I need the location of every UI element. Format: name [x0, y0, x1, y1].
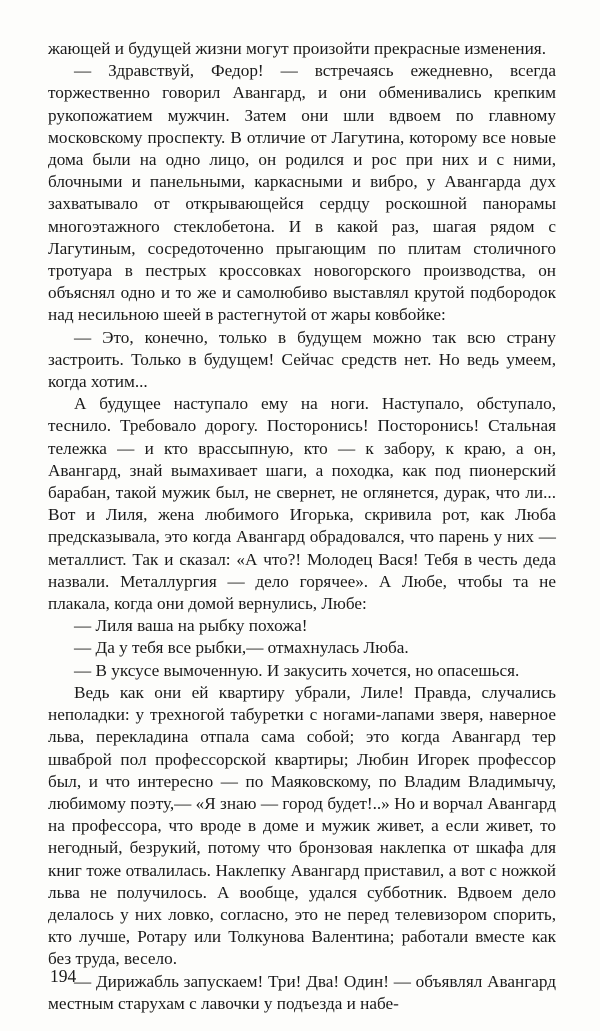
paragraph-4: А будущее наступало ему на ноги. Наступало, обступало, теснило. Требовало дорогу. Посторонись! Посторонись! Стальная тележка — и кто врассыпную, кто — к забору, к краю, а он, Авангард, знай вымахивает шаги, а походка, как под пионерский барабан, такой мужик был, не свернет, не оглянется, дурак, что ли... Вот и Лиля, жена любимого Игорька, скривила рот, как Люба предсказывала, это когда Авангард обрадовался, что парень у них — металлист. Так и сказал: «А что?! Молодец Вася! Тебя в честь деда назвали. Металлургия — дело горячее». А Любе, чтобы та не плакала, когда они домой вернулись, Любе: [48, 394, 556, 614]
paragraph-8: Ведь как они ей квартиру убрали, Лиле! Правда, случались неполадки: у трехногой табуретки с ногами-лапами зверя, наверное льва, перекладина отпала сама собой; это когда Авангард тер шваброй пол профессорской квартиры; Любин Игорек профессор был, и что интересно — по Маяковскому, по Владим Владимычу, любимому поэту,— «Я знаю — город будет!..» Но и ворчал Авангард на профессора, что вроде в доме и мужик живет, а если живет, то негодный, безрукий, потому что бронзовая наклепка от шкафа для книг тоже отвалилась. Наклепку Авангард приставил, а вот с ножкой льва не получилось. А вообще, удался субботник. Вдвоем дело делалось у них ловко, согласно, это не перед телевизором спорить, кто лучше, Ротару или Толкунова Валентина; работали вместе как без труда, весело. [48, 682, 556, 969]
paragraph-7: — В уксусе вымоченную. И закусить хочется, но опасешься. [74, 660, 520, 680]
paragraph-3: — Это, конечно, только в будущем можно так всю страну застроить. Только в будущем! Сейчас средств нет. Но ведь умеем, когда хотим... [48, 327, 556, 392]
paragraph-1: жающей и будущей жизни могут произойти прекрасные изменения. [48, 39, 547, 58]
paragraph-9: — Дирижабль запускаем! Три! Два! Один! — объявлял Авангард местным старухам с лавочки у подъезда и набе- [48, 971, 556, 1013]
paragraph-5: — Лиля ваша на рыбку похожа! [74, 616, 308, 636]
body-text [48, 38, 556, 1015]
paragraph-6: — Да у тебя все рыбки,— отмахнулась Люба. [74, 638, 409, 658]
paragraph-2: — Здравствуй, Федор! — встречаясь ежедневно, всегда торжественно говорил Авангард, и они обменивались крепким рукопожатием мужчин. Затем они шли вдвоем по главному московскому проспекту. В отличие от Лагутина, которому все новые дома были на одно лицо, он родился и рос при них и с ними, блочными и панельными, каркасными и вибро, у Авангарда дух захватывало от открывающейся сердцу роскошной панорамы многоэтажного стеклобетона. И в какой раз, шагая рядом с Лагутиным, сосредоточенно прыгающим по плитам столичного тротуара в пестрых кроссовках новогорского производства, он объяснял одно и то же и самолюбиво выставлял крутой подбородок над несильною шеей в растегнутой от жары ковбойке: [48, 61, 556, 325]
page-number: 194 [50, 966, 77, 986]
